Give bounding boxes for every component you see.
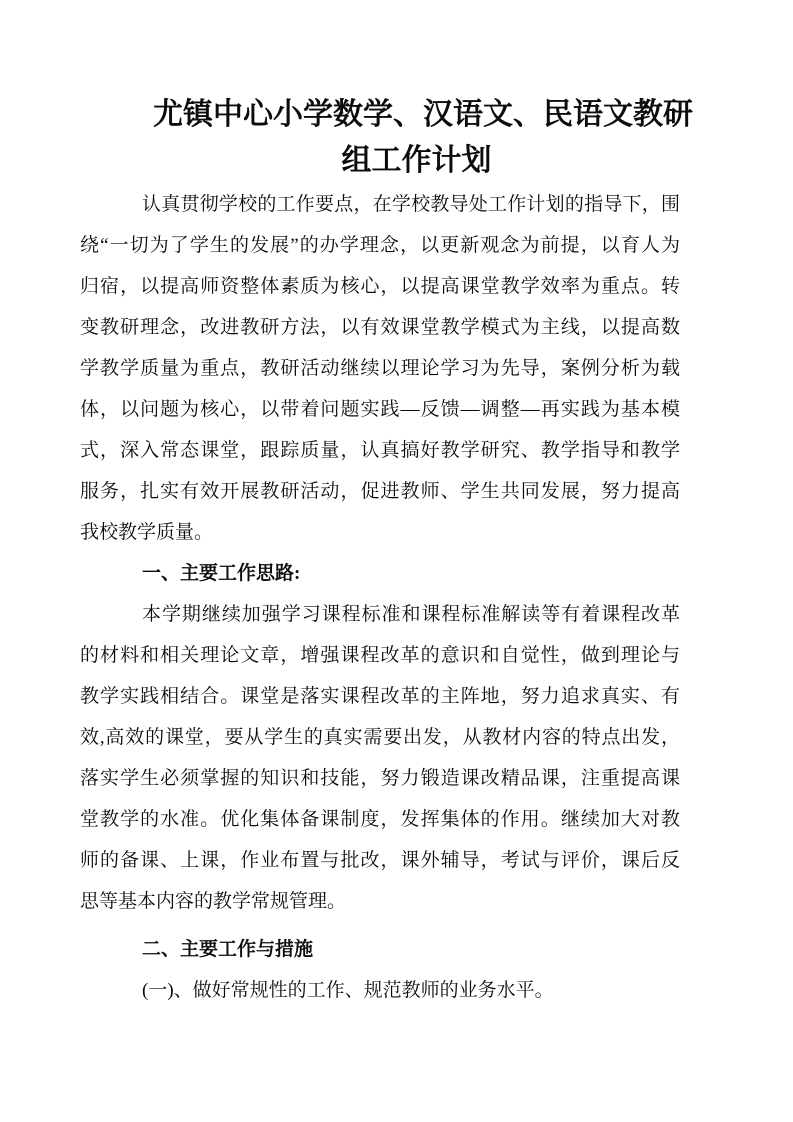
paragraph-line: 绕“一切为了学生的发展”的办学理念，以更新观念为前提，以育人为 bbox=[80, 235, 680, 256]
paragraph-line: 落实学生必须掌握的知识和技能，努力锻造课改精品课，注重提高课 bbox=[80, 768, 680, 789]
paragraph-line: 认真贯彻学校的工作要点，在学校教导处工作计划的指导下，围 bbox=[142, 194, 680, 215]
paragraph-line: 本学期继续加强学习课程标准和课程标准解读等有着课程改革 bbox=[142, 604, 680, 625]
paragraph-1 bbox=[80, 184, 680, 553]
paragraph-line: 归宿，以提高师资整体素质为核心，以提高课堂教学效率为重点。转 bbox=[80, 276, 680, 297]
paragraph-line: 堂教学的水准。优化集体备课制度，发挥集体的作用。继续加大对教 bbox=[80, 809, 680, 830]
section-heading-2: 二、主要工作与措施 bbox=[142, 939, 314, 960]
paragraph-line: 思等基本内容的教学常规管理。 bbox=[80, 891, 347, 912]
paragraph-line: 师的备课、上课，作业布置与批改，课外辅导，考试与评价，课后反 bbox=[80, 850, 680, 871]
paragraph-line: 式，深入常态课堂，跟踪质量，认真搞好教学研究、教学指导和教学 bbox=[80, 440, 680, 461]
title-line-2: 组工作计划 bbox=[341, 144, 492, 177]
paragraph-line: 体，以问题为核心，以带着问题实践—反馈—调整—再实践为基本模 bbox=[80, 399, 680, 420]
paragraph-line: 学教学质量为重点，教研活动继续以理论学习为先导，案例分析为载 bbox=[80, 358, 680, 379]
paragraph-line: 教学实践相结合。课堂是落实课程改革的主阵地，努力追求真实、有 bbox=[80, 686, 680, 707]
document-title bbox=[80, 92, 693, 184]
paragraph-2 bbox=[80, 594, 680, 922]
paragraph-line: 我校教学质量。 bbox=[80, 522, 214, 543]
paragraph-3: (一)、做好常规性的工作、规范教师的业务水平。 bbox=[142, 980, 554, 1001]
paragraph-line: 服务，扎实有效开展教研活动，促进教师、学生共同发展，努力提高 bbox=[80, 481, 680, 502]
document-body bbox=[80, 184, 680, 1011]
section-heading-1: 一、主要工作思路: bbox=[142, 563, 301, 584]
paragraph-line: 效,高效的课堂，要从学生的真实需要出发，从教材内容的特点出发， bbox=[80, 727, 680, 748]
title-line-1: 尤镇中心小学数学、汉语文、民语文教研 bbox=[153, 98, 693, 131]
paragraph-line: 变教研理念，改进教研方法，以有效课堂教学模式为主线，以提高数 bbox=[80, 317, 680, 338]
paragraph-line: 的材料和相关理论文章，增强课程改革的意识和自觉性，做到理论与 bbox=[80, 645, 680, 666]
